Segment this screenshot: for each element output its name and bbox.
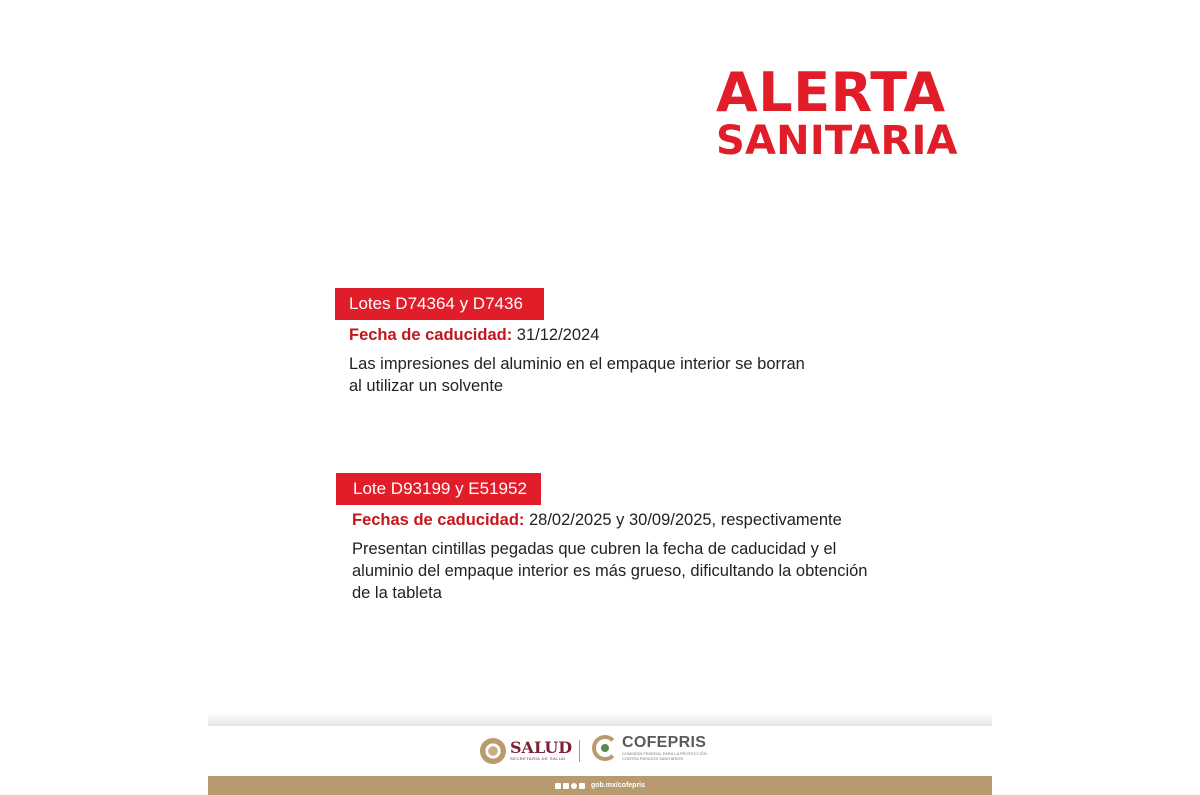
lot-tag: Lote D93199 y E51952	[336, 473, 541, 505]
bottom-bar	[208, 776, 992, 795]
lot-tag: Lotes D74364 y D7436	[335, 288, 544, 320]
cofepris-logo	[592, 735, 712, 761]
lot-section-2	[336, 473, 882, 604]
expiry-line	[349, 326, 809, 345]
lot-description: Presentan cintillas pegadas que cubren la fecha de caducidad y el aluminio del empaque interior es más grueso, dificultando la obtención de la tableta	[352, 540, 868, 602]
salud-wordmark: SALUD	[510, 738, 573, 757]
twitter-icon[interactable]	[563, 783, 569, 789]
salud-subtitle: SECRETARÍA DE SALUD	[510, 756, 566, 761]
social-links	[555, 782, 645, 789]
instagram-icon[interactable]	[571, 783, 577, 789]
expiry-value: 31/12/2024	[512, 326, 600, 344]
expiry-label: Fecha de caducidad:	[349, 326, 513, 344]
salud-logo	[480, 736, 572, 766]
logo-divider	[579, 740, 580, 762]
cofepris-wordmark: COFEPRIS	[622, 734, 707, 751]
lot-description: Las impresiones del aluminio en el empaque interior se borran al utilizar un solvente	[349, 355, 805, 395]
expiry-value: 28/02/2025 y 30/09/2025, respectivamente	[524, 511, 842, 529]
footer-shadow	[208, 712, 992, 726]
expiry-label: Fechas de caducidad:	[352, 511, 525, 529]
lot-section-1	[335, 288, 809, 397]
alert-title-line1: ALERTA	[716, 61, 946, 124]
website-link[interactable]: gob.mx/cofepris	[590, 782, 646, 789]
expiry-line	[352, 511, 882, 530]
coat-of-arms-icon	[480, 738, 506, 764]
alert-title-line2: SANITARIA	[716, 118, 958, 164]
youtube-icon[interactable]	[579, 783, 585, 789]
alert-title	[716, 61, 958, 164]
cofepris-subtitle: COMISIÓN FEDERAL PARA LA PROTECCIÓN CONTRA RIESGOS SANITARIOS	[622, 751, 707, 761]
cofepris-mark-icon	[592, 735, 618, 761]
facebook-icon[interactable]	[555, 783, 561, 789]
footer-logos	[208, 726, 992, 776]
